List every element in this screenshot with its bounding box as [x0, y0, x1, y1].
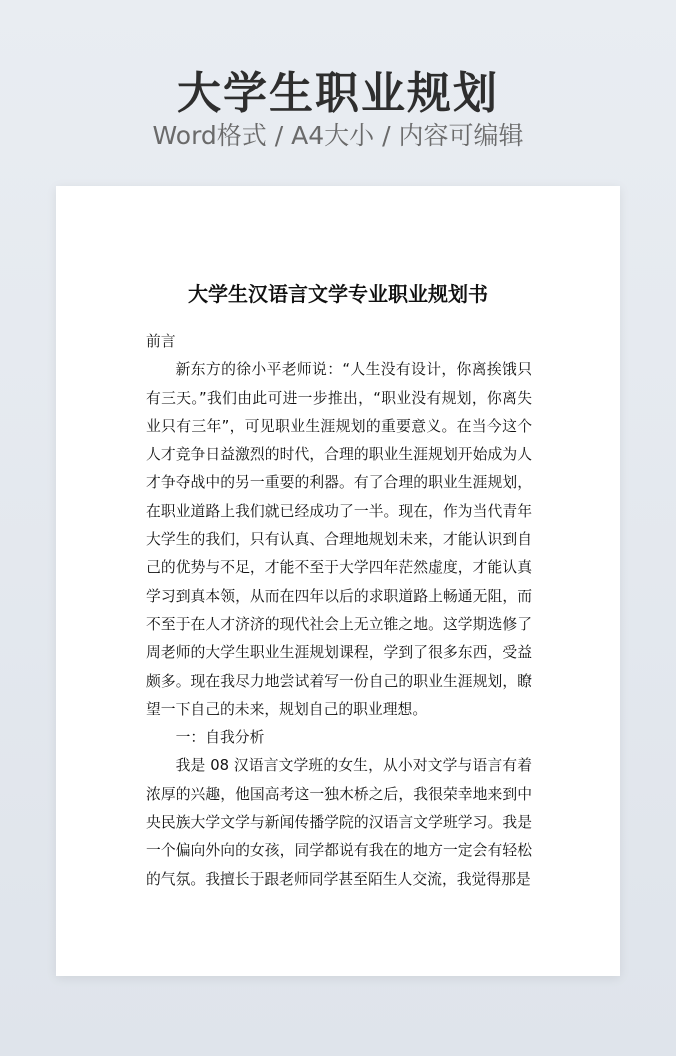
- preface-paragraph: 新东方的徐小平老师说：“人生没有设计，你离挨饿只有三天。”我们由此可进一步推出，“职业没有规划，你离失业只有三年”，可见职业生涯规划的重要意义。在当今这个人才竞争日益激烈的时代，合理的职业生涯规划开始成为人才争夺战中的另一重要的利器。有了合理的职业生涯规划，在职业道路上我们就已经成功了一半。现在，作为当代青年大学生的我们，只有认真、合理地规划未来，才能认识到自己的优势与不足，才能不至于大学四年茫然虚度，才能认真学习到真本领，从而在四年以后的求职道路上畅通无阻，而不至于在人才济济的现代社会上无立锥之地。这学期选修了周老师的大学生职业生涯规划课程，学到了很多东西，受益颇多。现在我尽力地尝试着写一份自己的职业生涯规划，瞭望一下自己的未来，规划自己的职业理想。: [146, 361, 532, 718]
- section-heading-self-analysis: 一：自我分析: [175, 729, 265, 747]
- document-title: 大学生汉语言文学专业职业规划书: [188, 282, 488, 306]
- preface-heading: 前言: [146, 333, 176, 350]
- document-page: [56, 186, 620, 976]
- document-body: [146, 328, 532, 894]
- banner-title: 大学生职业规划: [177, 68, 499, 119]
- banner-subtitle: Word格式 / A4大小 / 内容可编辑: [152, 121, 524, 150]
- self-analysis-paragraph: 我是 08 汉语言文学班的女生，从小对文学与语言有着浓厚的兴趣，他国高考这一独木桥之后，我很荣幸地来到中央民族大学文学与新闻传播学院的汉语言文学班学习。我是一个偏向外向的女孩，同学都说有我在的地方一定会有轻松的气氛。我擅长于跟老师同学甚至陌生人交流，我觉得那是: [146, 757, 532, 888]
